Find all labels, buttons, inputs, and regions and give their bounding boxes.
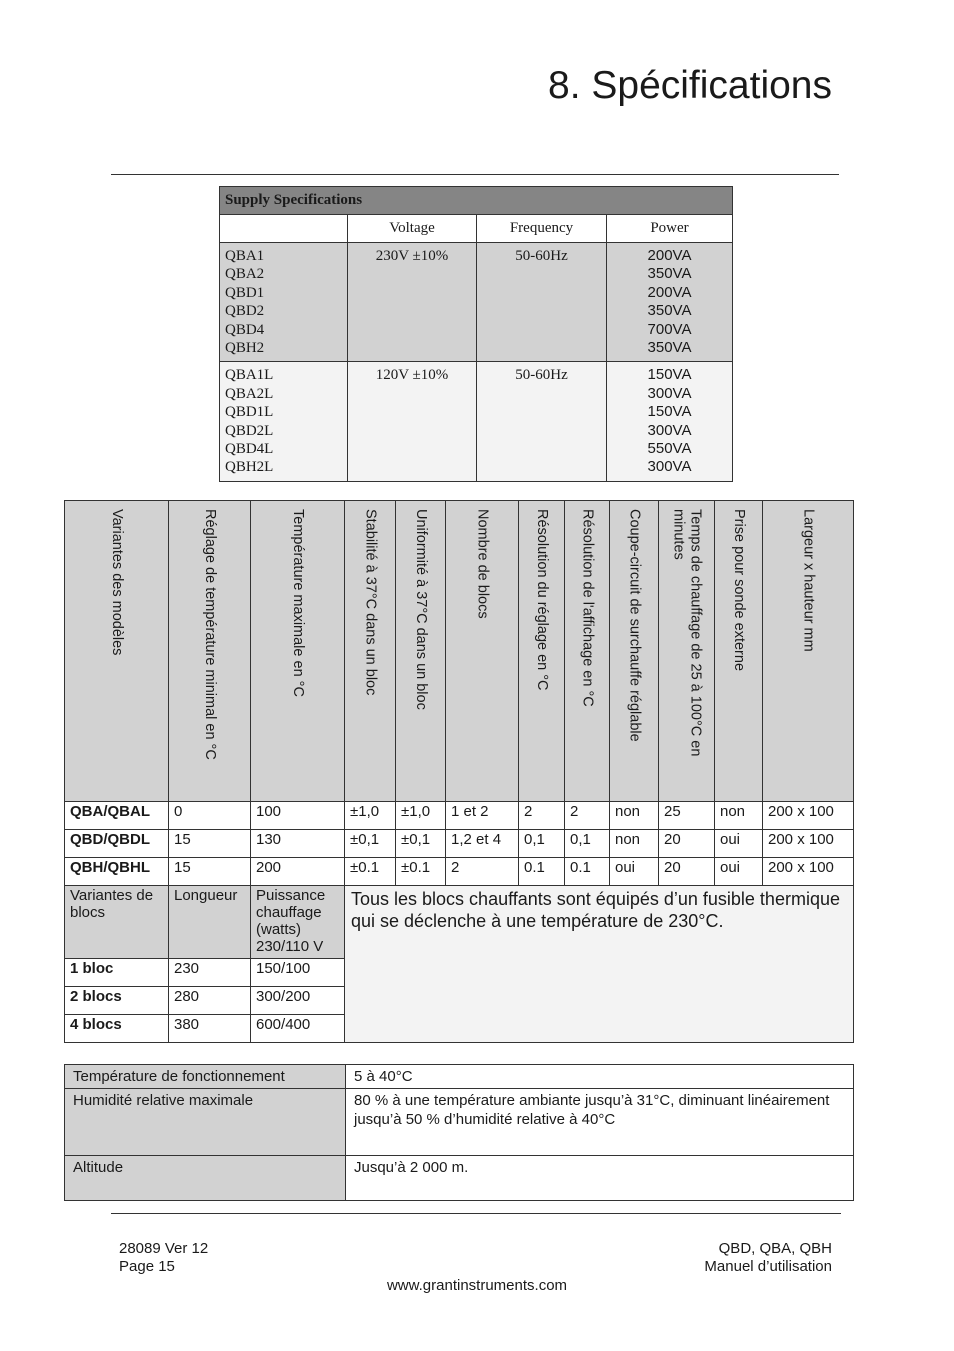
block-length: 230 [169, 959, 251, 987]
supply-specifications-table [219, 186, 733, 482]
table-row [65, 830, 854, 858]
spec-header-cell [519, 501, 565, 802]
spec-header-label: Prise pour sonde externe [731, 509, 747, 672]
env-label: Température de fonctionnement [65, 1065, 346, 1089]
supply-table-title: Supply Specifications [220, 187, 733, 215]
spec-cell: 0.1 [519, 858, 565, 886]
spec-cell: non [610, 830, 659, 858]
spec-cell: ±1,0 [345, 802, 396, 830]
supply-power [607, 362, 733, 481]
model-specifications-table [64, 500, 854, 1043]
spec-cell: ±0.1 [396, 858, 446, 886]
spec-header-label: Largeur x hauteur mm [800, 509, 817, 652]
thermal-fuse-note: Tous les blocs chauffants sont équipés d’un fusible thermique qui se déclenche à une température de 230°C. [345, 886, 854, 1043]
supply-frequency: 50-60Hz [477, 243, 607, 362]
model-variant: QBH/QBHL [65, 858, 169, 886]
footer-left [119, 1240, 208, 1276]
supply-voltage: 120V ±10% [348, 362, 477, 481]
spec-header-cell [659, 501, 715, 802]
power-value: 200VA [647, 247, 692, 264]
spec-cell: oui [715, 858, 763, 886]
block-power: 600/400 [251, 1015, 345, 1043]
power-value: 350VA [647, 302, 692, 320]
supply-col-power: Power [607, 215, 733, 243]
block-power: 300/200 [251, 987, 345, 1015]
page-number: Page 15 [119, 1258, 175, 1275]
spec-header-label: Coupe-circuit de surchauffe réglable [626, 509, 643, 742]
power-value: 150VA [647, 403, 692, 421]
table-row [65, 858, 854, 886]
spec-header-label: Stabilité à 37°C dans un bloc [362, 509, 379, 696]
env-value: Jusqu’à 2 000 m. [346, 1156, 854, 1201]
power-value: 550VA [647, 440, 692, 458]
power-value: 350VA [647, 339, 692, 357]
spec-cell: 15 [169, 858, 251, 886]
spec-cell: 200 x 100 [763, 858, 854, 886]
spec-cell: 1 et 2 [446, 802, 519, 830]
spec-header-label: Temps de chauffage de 25 à 100°C en minutes [670, 509, 704, 757]
power-value: 700VA [647, 320, 692, 338]
spec-header-cell [396, 501, 446, 802]
footer-rule [111, 1213, 841, 1214]
page-title: 8. Spécifications [548, 64, 832, 107]
model-name: QBD4 [225, 321, 265, 338]
block-power: 150/100 [251, 959, 345, 987]
supply-models [220, 243, 348, 362]
spec-cell: 20 [659, 830, 715, 858]
spec-header-cell [565, 501, 610, 802]
spec-cell: non [610, 802, 659, 830]
model-name: QBD1L [225, 404, 274, 421]
spec-cell: non [715, 802, 763, 830]
spec-cell: ±1,0 [396, 802, 446, 830]
spec-cell: 25 [659, 802, 715, 830]
spec-header-label: Résolution du réglage en °C [534, 509, 550, 691]
table-row [65, 802, 854, 830]
model-variant: QBD/QBDL [65, 830, 169, 858]
spec-header-label: Réglage de température minimal en °C [202, 509, 218, 760]
spec-cell: 200 [251, 858, 345, 886]
environment-table [64, 1064, 854, 1201]
footer-website: www.grantinstruments.com [386, 1277, 568, 1294]
spec-cell: 2 [565, 802, 610, 830]
spec-header-cell [169, 501, 251, 802]
supply-col-frequency: Frequency [477, 215, 607, 243]
spec-cell: 0,1 [565, 830, 610, 858]
spec-cell: 2 [446, 858, 519, 886]
block-variant: 1 bloc [65, 959, 169, 987]
spec-header-cell [610, 501, 659, 802]
spec-header-label: Nombre de blocs [474, 509, 491, 619]
model-name: QBA1L [225, 367, 274, 384]
spec-header-cell [65, 501, 169, 802]
spec-cell: 0,1 [519, 830, 565, 858]
spec-cell: 130 [251, 830, 345, 858]
table-row [65, 1089, 854, 1156]
spec-cell: 100 [251, 802, 345, 830]
supply-group-120v [220, 362, 733, 481]
power-value: 150VA [647, 366, 692, 384]
model-name: QBD1 [225, 284, 265, 301]
power-value: 200VA [647, 283, 692, 301]
supply-models [220, 362, 348, 481]
spec-cell: ±0,1 [345, 830, 396, 858]
spec-cell: 1,2 et 4 [446, 830, 519, 858]
block-length: 380 [169, 1015, 251, 1043]
supply-frequency: 50-60Hz [477, 362, 607, 481]
blocks-header-row [65, 886, 854, 959]
footer-manual: Manuel d’utilisation [704, 1258, 832, 1275]
model-name: QBH2L [225, 459, 274, 476]
spec-cell: 200 x 100 [763, 802, 854, 830]
table-row [65, 1156, 854, 1201]
model-name: QBD4L [225, 441, 274, 458]
spec-header-cell [345, 501, 396, 802]
block-variant: 4 blocs [65, 1015, 169, 1043]
table-row [65, 1065, 854, 1089]
power-value: 300VA [647, 458, 692, 476]
blocks-col-length: Longueur [169, 886, 251, 959]
supply-power [607, 243, 733, 362]
model-name: QBH2 [225, 340, 265, 357]
model-name: QBD2L [225, 422, 274, 439]
block-length: 280 [169, 987, 251, 1015]
spec-header-row [65, 501, 854, 802]
model-name: QBA2 [225, 266, 265, 283]
spec-cell: 15 [169, 830, 251, 858]
block-variant: 2 blocs [65, 987, 169, 1015]
model-name: QBD2 [225, 303, 265, 320]
power-value: 350VA [647, 265, 692, 283]
spec-cell: oui [610, 858, 659, 886]
spec-cell: 200 x 100 [763, 830, 854, 858]
spec-header-cell [715, 501, 763, 802]
header-rule [111, 174, 839, 175]
spec-header-cell [763, 501, 854, 802]
power-value: 300VA [647, 421, 692, 439]
spec-cell: 0 [169, 802, 251, 830]
spec-header-cell [446, 501, 519, 802]
spec-cell: ±0.1 [345, 858, 396, 886]
blocks-col-variant: Variantes de blocs [65, 886, 169, 959]
spec-cell: oui [715, 830, 763, 858]
supply-group-230v [220, 243, 733, 362]
env-value: 5 à 40°C [346, 1065, 854, 1089]
power-value: 300VA [647, 384, 692, 402]
env-label: Altitude [65, 1156, 346, 1201]
supply-col-voltage: Voltage [348, 215, 477, 243]
spec-cell: 20 [659, 858, 715, 886]
blocks-col-power: Puissance chauffage (watts) 230/110 V [251, 886, 345, 959]
model-name: QBA2L [225, 385, 274, 402]
env-value: 80 % à une température ambiante jusqu’à 31°C, diminuant linéairement jusqu’à 50 % d’humidité relative à 40°C [346, 1089, 854, 1156]
doc-version: 28089 Ver 12 [119, 1240, 209, 1257]
spec-cell: 2 [519, 802, 565, 830]
supply-voltage: 230V ±10% [348, 243, 477, 362]
spec-header-label: Variantes des modèles [109, 509, 125, 656]
spec-header-label: Uniformité à 37°C dans un bloc [413, 509, 429, 710]
spec-header-label: Résolution de l'affichage en °C [579, 509, 596, 707]
model-name: QBA1 [225, 248, 265, 264]
spec-header-label: Température maximale en °C [290, 509, 306, 697]
spec-cell: ±0,1 [396, 830, 446, 858]
footer-right [704, 1240, 832, 1276]
model-variant: QBA/QBAL [65, 802, 169, 830]
supply-col-model [220, 215, 348, 243]
footer-models: QBD, QBA, QBH [718, 1240, 832, 1257]
spec-header-cell [251, 501, 345, 802]
env-label: Humidité relative maximale [65, 1089, 346, 1156]
spec-cell: 0.1 [565, 858, 610, 886]
